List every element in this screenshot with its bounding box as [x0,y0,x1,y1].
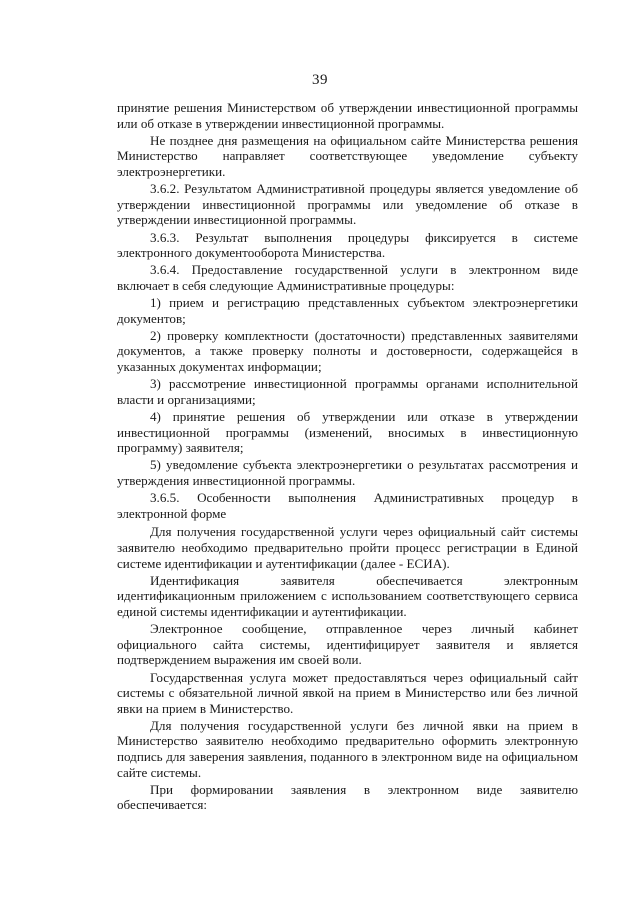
paragraph-3-6-3: 3.6.3. Результат выполнения процедуры фиксируется в системе электронного документооборота Министерства. [117,229,578,261]
paragraph-identification: Идентификация заявителя обеспечивается электронным идентификационным приложением с использованием соответствующего сервиса единой системы идентификации и аутентификации. [117,572,578,619]
paragraph-application-forming: При формировании заявления в электронном виде заявителю обеспечивается: [117,781,578,813]
paragraph-3-6-2: 3.6.2. Результатом Административной процедуры является уведомление об утверждении инвестиционной программы или уведомление об отказе в утверждении инвестиционной программы. [117,181,578,228]
paragraph-continuation: принятие решения Министерством об утверждении инвестиционной программы или об отказе в утверждении инвестиционной программы. [117,100,578,131]
list-item-5: 5) уведомление субъекта электроэнергетики о результатах рассмотрения и утверждения инвестиционной программы. [117,457,578,488]
paragraph-service-provision: Государственная услуга может предоставляться через официальный сайт системы с обязательной личной явкой на прием в Министерство или без личной явки на прием в Министерство. [117,669,578,716]
document-body [117,100,578,815]
list-item-2: 2) проверку комплектности (достаточности) представленных заявителями документов, а также проверку полноты и достоверности, содержащейся в указанных документах информации; [117,327,578,375]
list-item-4: 4) принятие решения об утверждении или отказе в утверждении инвестиционной программы (изменений, вносимых в инвестиционную программу) заявителя; [117,409,578,456]
page-number: 39 [312,72,328,88]
paragraph-3-6-4: 3.6.4. Предоставление государственной услуги в электронном виде включает в себя следующие Административные процедуры: [117,262,578,293]
paragraph-3-6-5: 3.6.5. Особенности выполнения Административных процедур в электронной форме [117,490,578,521]
list-item-3: 3) рассмотрение инвестиционной программы органами исполнительной власти и организациями; [117,376,578,407]
paragraph-esia-registration: Для получения государственной услуги через официальный сайт системы заявителю необходимо предварительно пройти процесс регистрации в Единой системе идентификации и аутентификации (далее - ЕСИА). [117,524,578,571]
paragraph-notification: Не позднее дня размещения на официальном сайте Министерства решения Министерство направляет соответствующее уведомление субъекту электроэнергетики. [117,132,578,179]
list-item-1: 1) прием и регистрацию представленных субъектом электроэнергетики документов; [117,295,578,326]
paragraph-electronic-message: Электронное сообщение, отправленное через личный кабинет официального сайта системы, идентифицирует заявителя и является подтверждением выражения им своей воли. [117,621,578,668]
paragraph-electronic-signature: Для получения государственной услуги без личной явки на прием в Министерство заявителю необходимо предварительно оформить электронную подпись для заверения заявления, поданного в электронном виде на официальном сайте системы. [117,717,578,780]
